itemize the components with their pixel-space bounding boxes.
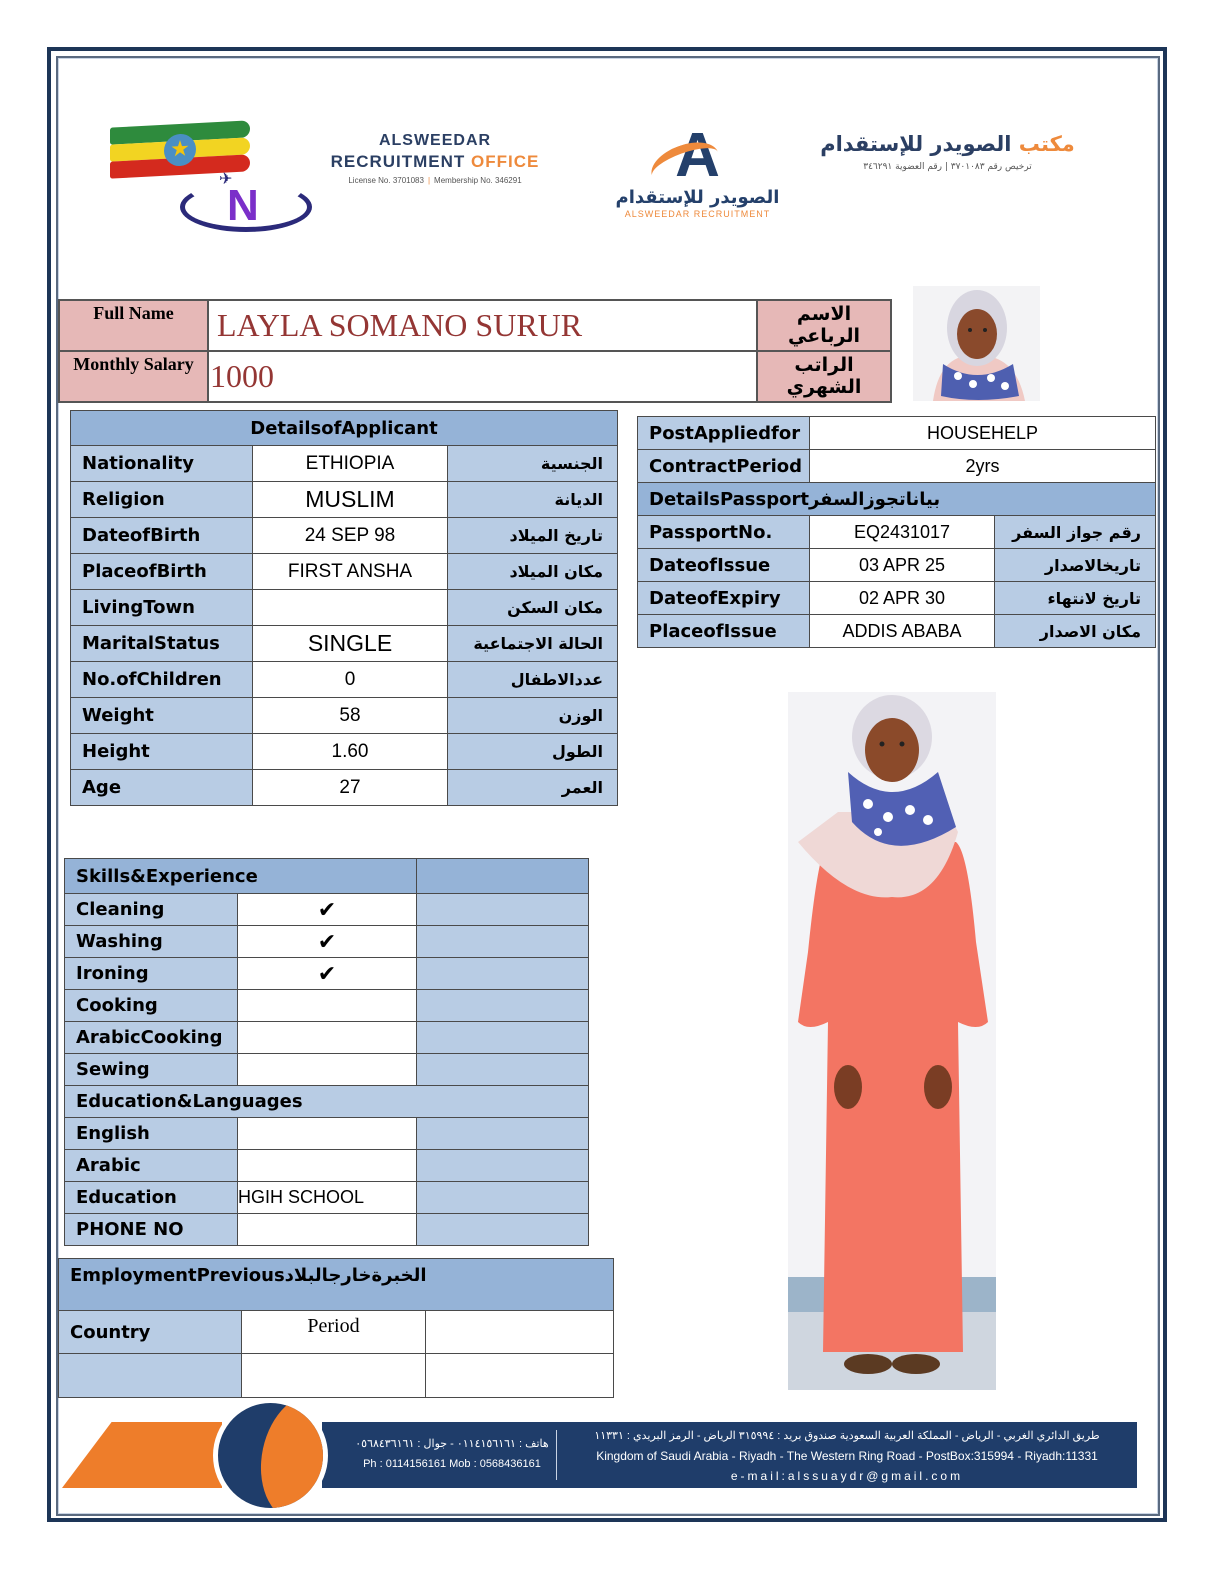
table-row — [71, 626, 618, 662]
brand-line-2 — [320, 152, 550, 172]
check-icon: ✔ — [238, 958, 417, 990]
employment-title-english: EmploymentPrevious — [70, 1265, 285, 1286]
living-town-arabic-label: مكان السكن — [448, 590, 618, 626]
marital-status-arabic-label: الحالة الاجتماعية — [448, 626, 618, 662]
table-row — [65, 990, 589, 1022]
phone-number-label: PHONE NO — [65, 1214, 238, 1246]
table-row — [59, 1311, 614, 1354]
footer-address — [562, 1426, 1132, 1486]
post-passport-table — [637, 416, 1156, 648]
skills-header-blank — [417, 859, 589, 894]
english-value — [238, 1118, 417, 1150]
arabic-label: Arabic — [65, 1150, 238, 1182]
period-value — [242, 1354, 426, 1398]
arabic-extra — [417, 1150, 589, 1182]
table-row — [638, 582, 1156, 615]
living-town-label: LivingTown — [71, 590, 253, 626]
table-row — [638, 417, 1156, 450]
table-row — [638, 615, 1156, 648]
salary-row — [59, 351, 891, 402]
english-extra — [417, 1118, 589, 1150]
phone-number-extra — [417, 1214, 589, 1246]
skill-arabic-cooking-value — [238, 1022, 417, 1054]
education-extra — [417, 1182, 589, 1214]
n-letter-logo: N — [227, 181, 259, 230]
education-label: Education — [65, 1182, 238, 1214]
weight-label: Weight — [71, 698, 253, 734]
skill-sewing-label: Sewing — [65, 1054, 238, 1086]
nationality-value: ETHIOPIA — [253, 446, 448, 482]
footer-phones-arabic: هاتف : ٠١١٤١٥٦١٦١ - جوال : ٠٥٦٨٤٣٦١٦١ — [355, 1438, 549, 1450]
date-of-birth-arabic-label: تاريخ الميلاد — [448, 518, 618, 554]
place-of-issue-arabic-label: مكان الاصدار — [995, 615, 1156, 648]
nationality-label: Nationality — [71, 446, 253, 482]
skill-cooking-value — [238, 990, 417, 1022]
marital-status-label: MaritalStatus — [71, 626, 253, 662]
table-row — [71, 446, 618, 482]
brand-license-line: License No. 3701083 | Membership No. 346291 — [348, 176, 522, 185]
height-label: Height — [71, 734, 253, 770]
skill-ironing-extra — [417, 958, 589, 990]
age-label: Age — [71, 770, 253, 806]
education-languages-title: Education&Languages — [65, 1086, 589, 1118]
education-value: HGIH SCHOOL — [238, 1182, 417, 1214]
skill-sewing-value — [238, 1054, 417, 1086]
place-of-birth-value: FIRST ANSHA — [253, 554, 448, 590]
age-value: 27 — [253, 770, 448, 806]
table-row — [638, 450, 1156, 483]
table-row — [65, 1054, 589, 1086]
country-value — [59, 1354, 242, 1398]
brand-name-arabic — [815, 132, 1080, 172]
employment-extra-header — [426, 1311, 614, 1354]
plane-icon: ✈ — [219, 169, 233, 188]
table-row — [65, 1214, 589, 1246]
date-of-expiry-value: 02 APR 30 — [810, 582, 995, 615]
table-row — [65, 1182, 589, 1214]
previous-employment-table — [58, 1258, 614, 1398]
passport-header-row — [638, 483, 1156, 516]
monthly-salary-label: Monthly Salary — [59, 351, 208, 402]
religion-label: Religion — [71, 482, 253, 518]
table-row — [638, 516, 1156, 549]
contract-period-label: ContractPeriod — [638, 450, 810, 483]
nationality-arabic-label: الجنسية — [448, 446, 618, 482]
religion-value: MUSLIM — [253, 482, 448, 518]
table-row — [71, 518, 618, 554]
date-of-issue-value: 03 APR 25 — [810, 549, 995, 582]
footer-phones-english: Ph : 0114156161 Mob : 0568436161 — [363, 1458, 541, 1470]
full-name-row — [59, 300, 891, 351]
footer-address-arabic: طريق الدائري الغربي - الرياض - المملكة العربية السعودية صندوق بريد : ٣١٥٩٩٤ الرياض - الرمز البريدي : ١١٣٣١ — [594, 1430, 1100, 1442]
brand-recruitment: RECRUITMENT — [330, 152, 466, 171]
airline-n-logo-icon — [180, 169, 312, 232]
passport-number-label: PassportNo. — [638, 516, 810, 549]
place-of-birth-label: PlaceofBirth — [71, 554, 253, 590]
footer-phones — [352, 1434, 552, 1474]
english-label: English — [65, 1118, 238, 1150]
table-row — [65, 1150, 589, 1182]
skill-washing-label: Washing — [65, 926, 238, 958]
period-label: Period — [242, 1311, 426, 1354]
skills-title: Skills&Experience — [65, 859, 417, 894]
applicant-details-title: DetailsofApplicant — [71, 411, 618, 446]
center-logo-arabic: الصويدر للإستقدام — [615, 187, 780, 208]
table-row — [71, 698, 618, 734]
skills-header-row — [65, 859, 589, 894]
date-of-birth-value: 24 SEP 98 — [253, 518, 448, 554]
skill-cooking-extra — [417, 990, 589, 1022]
date-of-expiry-label: DateofExpiry — [638, 582, 810, 615]
date-of-issue-arabic-label: تاريخالاصدار — [995, 549, 1156, 582]
height-value: 1.60 — [253, 734, 448, 770]
check-icon: ✔ — [238, 926, 417, 958]
table-row — [59, 1354, 614, 1398]
age-arabic-label: العمر — [448, 770, 618, 806]
employment-extra-value — [426, 1354, 614, 1398]
footer-email-link[interactable]: e-mail:alssuaydr@gmail.com — [730, 1469, 964, 1483]
arabic-value — [238, 1150, 417, 1182]
footer-circle-logo-icon — [213, 1398, 328, 1513]
brand-line-1: ALSWEEDAR — [378, 132, 492, 149]
phone-number-value — [238, 1214, 417, 1246]
skill-ironing-label: Ironing — [65, 958, 238, 990]
living-town-value — [253, 590, 448, 626]
place-of-issue-label: PlaceofIssue — [638, 615, 810, 648]
center-logo-english: ALSWEEDAR RECRUITMENT — [624, 209, 771, 219]
identity-table — [58, 299, 892, 403]
monthly-salary-arabic-label: الراتب الشهري — [757, 351, 891, 402]
skill-cleaning-label: Cleaning — [65, 894, 238, 926]
skill-sewing-extra — [417, 1054, 589, 1086]
place-of-issue-value: ADDIS ABABA — [810, 615, 995, 648]
contract-period-value: 2yrs — [810, 450, 1156, 483]
skill-cooking-label: Cooking — [65, 990, 238, 1022]
education-header-row — [65, 1086, 589, 1118]
place-of-birth-arabic-label: مكان الميلاد — [448, 554, 618, 590]
employment-header-row — [59, 1259, 614, 1311]
license-number: License No. 3701083 — [348, 176, 424, 185]
footer-contact-band — [322, 1422, 1137, 1488]
skill-arabic-cooking-extra — [417, 1022, 589, 1054]
star-emblem-icon: ★ — [164, 133, 196, 167]
weight-value: 58 — [253, 698, 448, 734]
table-row — [71, 554, 618, 590]
table-row — [65, 926, 589, 958]
table-row — [65, 1022, 589, 1054]
table-row — [638, 549, 1156, 582]
monthly-salary-value: 1000 — [208, 351, 757, 402]
date-of-expiry-arabic-label: تاريخ لانتهاء — [995, 582, 1156, 615]
table-row — [65, 958, 589, 990]
employment-title-arabic: الخبرةخارجالبلاد — [284, 1265, 427, 1286]
portrait-photo — [913, 286, 1040, 401]
footer-divider — [556, 1430, 557, 1480]
skill-cleaning-extra — [417, 894, 589, 926]
check-icon: ✔ — [238, 894, 417, 926]
brand-ar-license: ترخيص رقم ٣٧٠١٠٨٣ | رقم العضوية ٣٤٦٢٩١ — [863, 162, 1032, 172]
table-row — [71, 482, 618, 518]
table-row — [71, 662, 618, 698]
country-label: Country — [59, 1311, 242, 1354]
brand-office: OFFICE — [471, 152, 540, 171]
full-name-arabic-label: الاسم الرباعي — [757, 300, 891, 351]
passport-number-arabic-label: رقم جواز السفر — [995, 516, 1156, 549]
table-row — [71, 734, 618, 770]
weight-arabic-label: الوزن — [448, 698, 618, 734]
full-name-value: LAYLA SOMANO SURUR — [208, 300, 757, 351]
brand-ar-name: الصويدر للإستقدام — [820, 132, 1012, 156]
brand-ar-office: مكتب — [1018, 132, 1075, 156]
height-arabic-label: الطول — [448, 734, 618, 770]
brand-name-english — [320, 132, 550, 185]
post-applied-value: HOUSEHELP — [810, 417, 1156, 450]
full-body-photo — [788, 692, 996, 1390]
table-row — [71, 590, 618, 626]
date-of-issue-label: DateofIssue — [638, 549, 810, 582]
children-arabic-label: عددالاطفال — [448, 662, 618, 698]
membership-number: Membership No. 346291 — [434, 176, 522, 185]
skills-table — [64, 858, 589, 1246]
full-name-label: Full Name — [59, 300, 208, 351]
children-label: No.ofChildren — [71, 662, 253, 698]
table-row — [65, 1118, 589, 1150]
center-a-logo — [610, 121, 785, 235]
marital-status-value: SINGLE — [253, 626, 448, 662]
applicant-details-table — [70, 410, 618, 806]
footer-address-english: Kingdom of Saudi Arabia - Riyadh - The Western Ring Road - PostBox:315994 - Riyadh:11331 — [596, 1449, 1098, 1463]
passport-title-arabic: بياناتجوزالسفر — [808, 488, 941, 510]
skill-arabic-cooking-label: ArabicCooking — [65, 1022, 238, 1054]
table-row — [71, 770, 618, 806]
skill-washing-extra — [417, 926, 589, 958]
passport-number-value: EQ2431017 — [810, 516, 995, 549]
religion-arabic-label: الديانة — [448, 482, 618, 518]
a-letter-logo-icon: A — [675, 121, 720, 190]
children-value: 0 — [253, 662, 448, 698]
post-applied-label: PostAppliedfor — [638, 417, 810, 450]
passport-title-english: DetailsPassport — [649, 488, 809, 510]
table-row — [65, 894, 589, 926]
date-of-birth-label: DateofBirth — [71, 518, 253, 554]
